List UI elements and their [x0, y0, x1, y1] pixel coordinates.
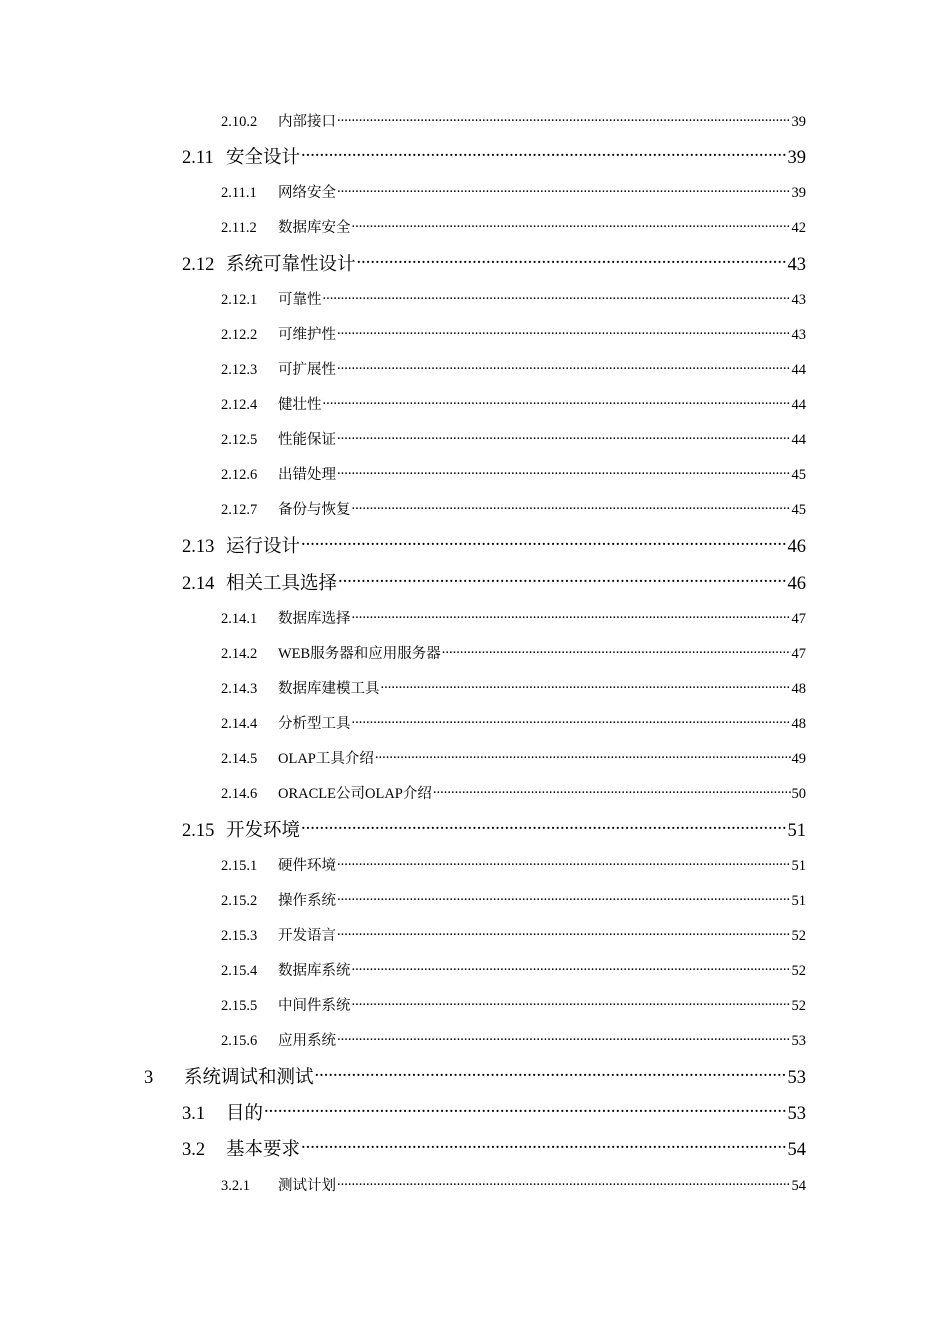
toc-page: 53 — [791, 1033, 806, 1049]
toc-entry — [221, 110, 806, 131]
toc-number: 2.14.5 — [221, 751, 258, 767]
toc-entry — [182, 250, 806, 276]
toc-entry — [221, 1174, 806, 1195]
toc-page: 54 — [787, 1140, 806, 1160]
dot-leader — [381, 679, 791, 694]
dot-leader — [337, 856, 791, 871]
toc-title: 数据库系统 — [278, 963, 351, 979]
toc-page: 48 — [791, 681, 806, 697]
toc-entry — [221, 642, 806, 663]
dot-leader — [337, 891, 791, 906]
toc-page: 42 — [791, 220, 806, 236]
toc-number: 2.14.3 — [221, 681, 258, 697]
toc-title: 网络安全 — [278, 185, 336, 201]
toc-page: 43 — [787, 255, 806, 275]
toc-page: 52 — [791, 998, 806, 1014]
toc-page: 43 — [791, 292, 806, 308]
dot-leader — [301, 1137, 786, 1156]
toc-number: 2.11.1 — [221, 185, 257, 201]
dot-leader — [337, 112, 791, 127]
toc-page: 47 — [791, 611, 806, 627]
dot-leader — [338, 571, 786, 590]
toc-number: 2.15.2 — [221, 893, 258, 909]
dot-leader — [337, 465, 791, 480]
toc-page: 50 — [791, 786, 806, 802]
toc-entry — [221, 358, 806, 379]
toc-page: 47 — [791, 646, 806, 662]
toc-page: 52 — [791, 963, 806, 979]
toc-title: 分析型工具 — [278, 716, 351, 732]
dot-leader — [352, 500, 791, 515]
toc-entry — [221, 677, 806, 698]
toc-number: 3 — [144, 1068, 154, 1088]
dot-leader — [323, 290, 791, 305]
toc-entry — [221, 463, 806, 484]
toc-title: 内部接口 — [278, 114, 336, 130]
toc-page: 51 — [787, 821, 806, 841]
toc-title: 开发环境 — [226, 821, 301, 841]
toc-number: 2.12.7 — [221, 502, 258, 518]
dot-leader — [301, 534, 786, 553]
dot-leader — [337, 360, 791, 375]
toc-page: 54 — [791, 1178, 806, 1194]
toc-entry — [182, 1135, 806, 1161]
dot-leader — [264, 1101, 786, 1120]
dot-leader — [337, 325, 791, 340]
toc-page: 44 — [791, 432, 806, 448]
toc-entry — [144, 1063, 806, 1089]
toc-title: 健壮性 — [278, 397, 322, 413]
toc-entry — [221, 607, 806, 628]
toc-number: 2.15 — [182, 821, 215, 841]
dot-leader — [375, 749, 791, 764]
toc-page: 44 — [791, 362, 806, 378]
dot-leader — [337, 1176, 791, 1191]
dot-leader — [315, 1065, 787, 1084]
toc-number: 2.11 — [182, 148, 214, 168]
toc-entry — [221, 854, 806, 875]
dot-leader — [352, 218, 791, 233]
toc-title: ORACLE公司OLAP介绍 — [278, 786, 432, 802]
toc-number: 2.14.2 — [221, 646, 258, 662]
toc-page: 45 — [791, 467, 806, 483]
toc-number: 2.14.6 — [221, 786, 258, 802]
dot-leader — [337, 1031, 791, 1046]
toc-number: 2.12.1 — [221, 292, 258, 308]
toc-title: 目的 — [226, 1104, 264, 1124]
toc-title: 运行设计 — [226, 537, 301, 557]
toc-page: 39 — [787, 148, 806, 168]
toc-entry — [221, 994, 806, 1015]
toc-number: 2.12.2 — [221, 327, 258, 343]
dot-leader — [352, 714, 791, 729]
toc-title: 可扩展性 — [278, 362, 336, 378]
toc-number: 2.15.5 — [221, 998, 258, 1014]
toc-number: 2.12.4 — [221, 397, 258, 413]
toc-title: 系统调试和测试 — [184, 1068, 314, 1088]
toc-number: 2.14.1 — [221, 611, 258, 627]
toc-page: 53 — [787, 1104, 806, 1124]
toc-title: 可维护性 — [278, 327, 336, 343]
dot-leader — [337, 926, 791, 941]
toc-page: 51 — [791, 893, 806, 909]
toc-entry — [221, 323, 806, 344]
toc-number: 2.14 — [182, 574, 215, 594]
dot-leader — [337, 430, 791, 445]
dot-leader — [337, 183, 791, 198]
toc-number: 2.14.4 — [221, 716, 258, 732]
toc-page: 52 — [791, 928, 806, 944]
toc-entry — [182, 143, 806, 169]
toc-number: 2.12.6 — [221, 467, 258, 483]
dot-leader — [433, 784, 791, 799]
dot-leader — [442, 644, 791, 659]
toc-entry — [221, 924, 806, 945]
toc-number: 3.2 — [182, 1140, 206, 1160]
toc-number: 2.15.6 — [221, 1033, 258, 1049]
toc-entry — [221, 782, 806, 803]
toc-entry — [221, 181, 806, 202]
toc-title: 基本要求 — [226, 1140, 301, 1160]
toc-title: 数据库选择 — [278, 611, 351, 627]
toc-number: 2.15.1 — [221, 858, 258, 874]
toc-number: 2.10.2 — [221, 114, 258, 130]
toc-entry — [221, 712, 806, 733]
toc-title: 操作系统 — [278, 893, 336, 909]
toc-entry — [221, 959, 806, 980]
toc-page: 49 — [791, 751, 806, 767]
toc-title: 性能保证 — [278, 432, 336, 448]
toc-entry — [221, 498, 806, 519]
dot-leader — [352, 961, 791, 976]
toc-entry — [182, 532, 806, 558]
toc-title: OLAP工具介绍 — [278, 751, 374, 767]
toc-entry — [221, 1029, 806, 1050]
toc-title: 相关工具选择 — [226, 574, 338, 594]
toc-title: 硬件环境 — [278, 858, 336, 874]
toc-entry — [182, 816, 806, 842]
toc-entry — [221, 216, 806, 237]
toc-page: 53 — [787, 1068, 806, 1088]
dot-leader — [323, 395, 791, 410]
dot-leader — [357, 252, 787, 271]
dot-leader — [352, 609, 791, 624]
toc-title: 测试计划 — [278, 1178, 336, 1194]
toc-page: 45 — [791, 502, 806, 518]
toc-page: 51 — [791, 858, 806, 874]
toc-number: 2.12.5 — [221, 432, 258, 448]
toc-title: 备份与恢复 — [278, 502, 351, 518]
toc-number: 2.13 — [182, 537, 215, 557]
toc-title: 开发语言 — [278, 928, 336, 944]
toc-page: 43 — [791, 327, 806, 343]
toc-number: 2.15.4 — [221, 963, 258, 979]
toc-page: 46 — [787, 537, 806, 557]
toc-title: 应用系统 — [278, 1033, 336, 1049]
toc-page: 39 — [791, 114, 806, 130]
toc-title: 系统可靠性设计 — [226, 255, 356, 275]
toc-entry — [221, 428, 806, 449]
toc-title: WEB服务器和应用服务器 — [278, 646, 441, 662]
toc-page: 46 — [787, 574, 806, 594]
toc-title: 可靠性 — [278, 292, 322, 308]
toc-title: 数据库安全 — [278, 220, 351, 236]
dot-leader — [301, 818, 786, 837]
toc-entry — [221, 889, 806, 910]
toc-entry — [182, 569, 806, 595]
toc-entry — [221, 288, 806, 309]
toc-entry — [182, 1099, 806, 1125]
toc-title: 数据库建模工具 — [278, 681, 380, 697]
toc-number: 2.15.3 — [221, 928, 258, 944]
toc-page: 39 — [791, 185, 806, 201]
toc-page: 48 — [791, 716, 806, 732]
toc-entry — [221, 747, 806, 768]
toc-title: 安全设计 — [226, 148, 301, 168]
dot-leader — [352, 996, 791, 1011]
toc-number: 2.12 — [182, 255, 215, 275]
dot-leader — [301, 145, 786, 164]
toc-number: 3.1 — [182, 1104, 206, 1124]
toc-entry — [221, 393, 806, 414]
toc-title: 出错处理 — [278, 467, 336, 483]
toc-number: 2.12.3 — [221, 362, 258, 378]
toc-title: 中间件系统 — [278, 998, 351, 1014]
toc-number: 3.2.1 — [221, 1178, 250, 1194]
toc-number: 2.11.2 — [221, 220, 257, 236]
toc-page: 44 — [791, 397, 806, 413]
